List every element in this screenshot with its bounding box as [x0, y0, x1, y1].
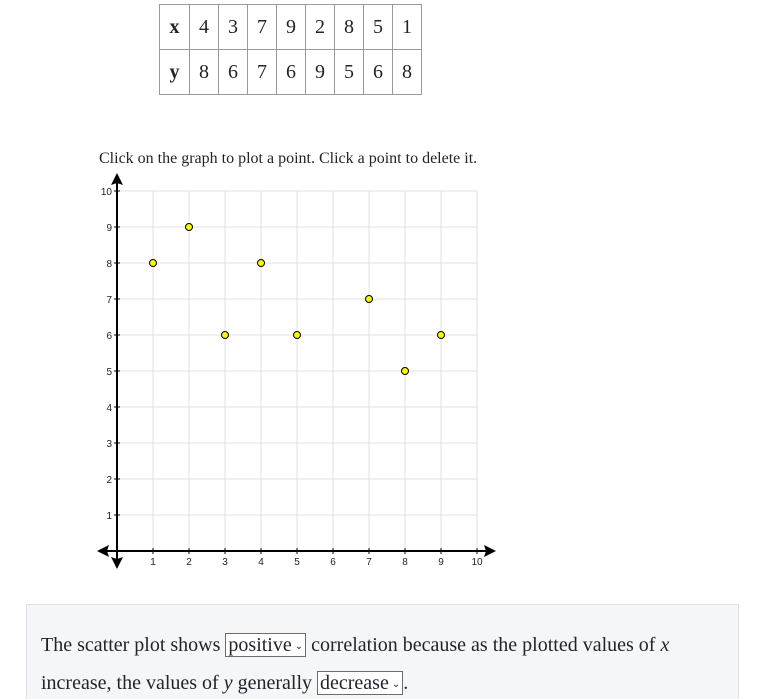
question-line-1 [41, 633, 669, 657]
y-value-cell: 5 [335, 50, 364, 95]
question-text: correlation because as the plotted values of [311, 634, 656, 656]
x-tick-label: 7 [366, 557, 372, 568]
x-tick-label: 4 [258, 557, 264, 568]
y-value-cell: 8 [393, 50, 422, 95]
data-point[interactable] [366, 296, 373, 303]
x-tick-label: 6 [330, 557, 336, 568]
y-value-cell: 6 [277, 50, 306, 95]
question-line-2 [41, 671, 408, 695]
select-value: positive [228, 634, 292, 656]
x-tick-label: 9 [438, 557, 444, 568]
x-value-cell: 7 [248, 5, 277, 50]
data-point[interactable] [402, 368, 409, 375]
data-point[interactable] [438, 332, 445, 339]
data-point[interactable] [186, 224, 193, 231]
y-value-cell: 6 [364, 50, 393, 95]
chevron-down-icon: ⌄ [391, 679, 401, 690]
variable-y: y [223, 672, 233, 694]
x-tick-label: 3 [222, 557, 228, 568]
x-row-header: x [160, 5, 190, 50]
y-value-cell: 6 [219, 50, 248, 95]
plot-instructions: Click on the graph to plot a point. Click a point to delete it. [99, 150, 478, 167]
x-tick-label: 10 [471, 557, 483, 568]
x-value-cell: 4 [190, 5, 219, 50]
x-value-cell: 9 [277, 5, 306, 50]
y-tick-label: 4 [106, 403, 112, 414]
variable-x: x [660, 634, 670, 656]
x-value-cell: 3 [219, 5, 248, 50]
y-value-cell: 9 [306, 50, 335, 95]
x-tick-label: 2 [186, 557, 192, 568]
y-tick-label: 5 [106, 367, 112, 378]
y-tick-label: 10 [100, 187, 112, 198]
chevron-down-icon: ⌄ [294, 641, 304, 652]
sentence-period: . [403, 672, 409, 694]
correlation-type-select[interactable] [225, 633, 306, 657]
y-row-header: y [160, 50, 190, 95]
y-tick-label: 3 [106, 439, 112, 450]
y-tick-label: 7 [106, 295, 112, 306]
x-value-cell: 1 [393, 5, 422, 50]
x-tick-label: 5 [294, 557, 300, 568]
x-tick-label: 8 [402, 557, 408, 568]
x-value-cell: 5 [364, 5, 393, 50]
data-point[interactable] [150, 260, 157, 267]
x-value-cell: 2 [306, 5, 335, 50]
y-tick-label: 1 [106, 511, 112, 522]
x-value-cell: 8 [335, 5, 364, 50]
question-text: increase, the values of [41, 672, 219, 694]
trend-direction-select[interactable] [317, 671, 403, 695]
y-tick-label: 6 [106, 331, 112, 342]
y-value-cell: 8 [190, 50, 219, 95]
x-tick-label: 1 [150, 557, 156, 568]
y-value-cell: 7 [248, 50, 277, 95]
data-point[interactable] [222, 332, 229, 339]
data-point[interactable] [258, 260, 265, 267]
select-value: decrease [320, 672, 389, 694]
y-tick-label: 8 [106, 259, 112, 270]
question-text: The scatter plot shows [41, 634, 221, 656]
question-panel [26, 604, 739, 699]
data-point[interactable] [294, 332, 301, 339]
y-tick-label: 9 [106, 223, 112, 234]
y-tick-label: 2 [106, 475, 112, 486]
question-text: generally [237, 672, 312, 694]
